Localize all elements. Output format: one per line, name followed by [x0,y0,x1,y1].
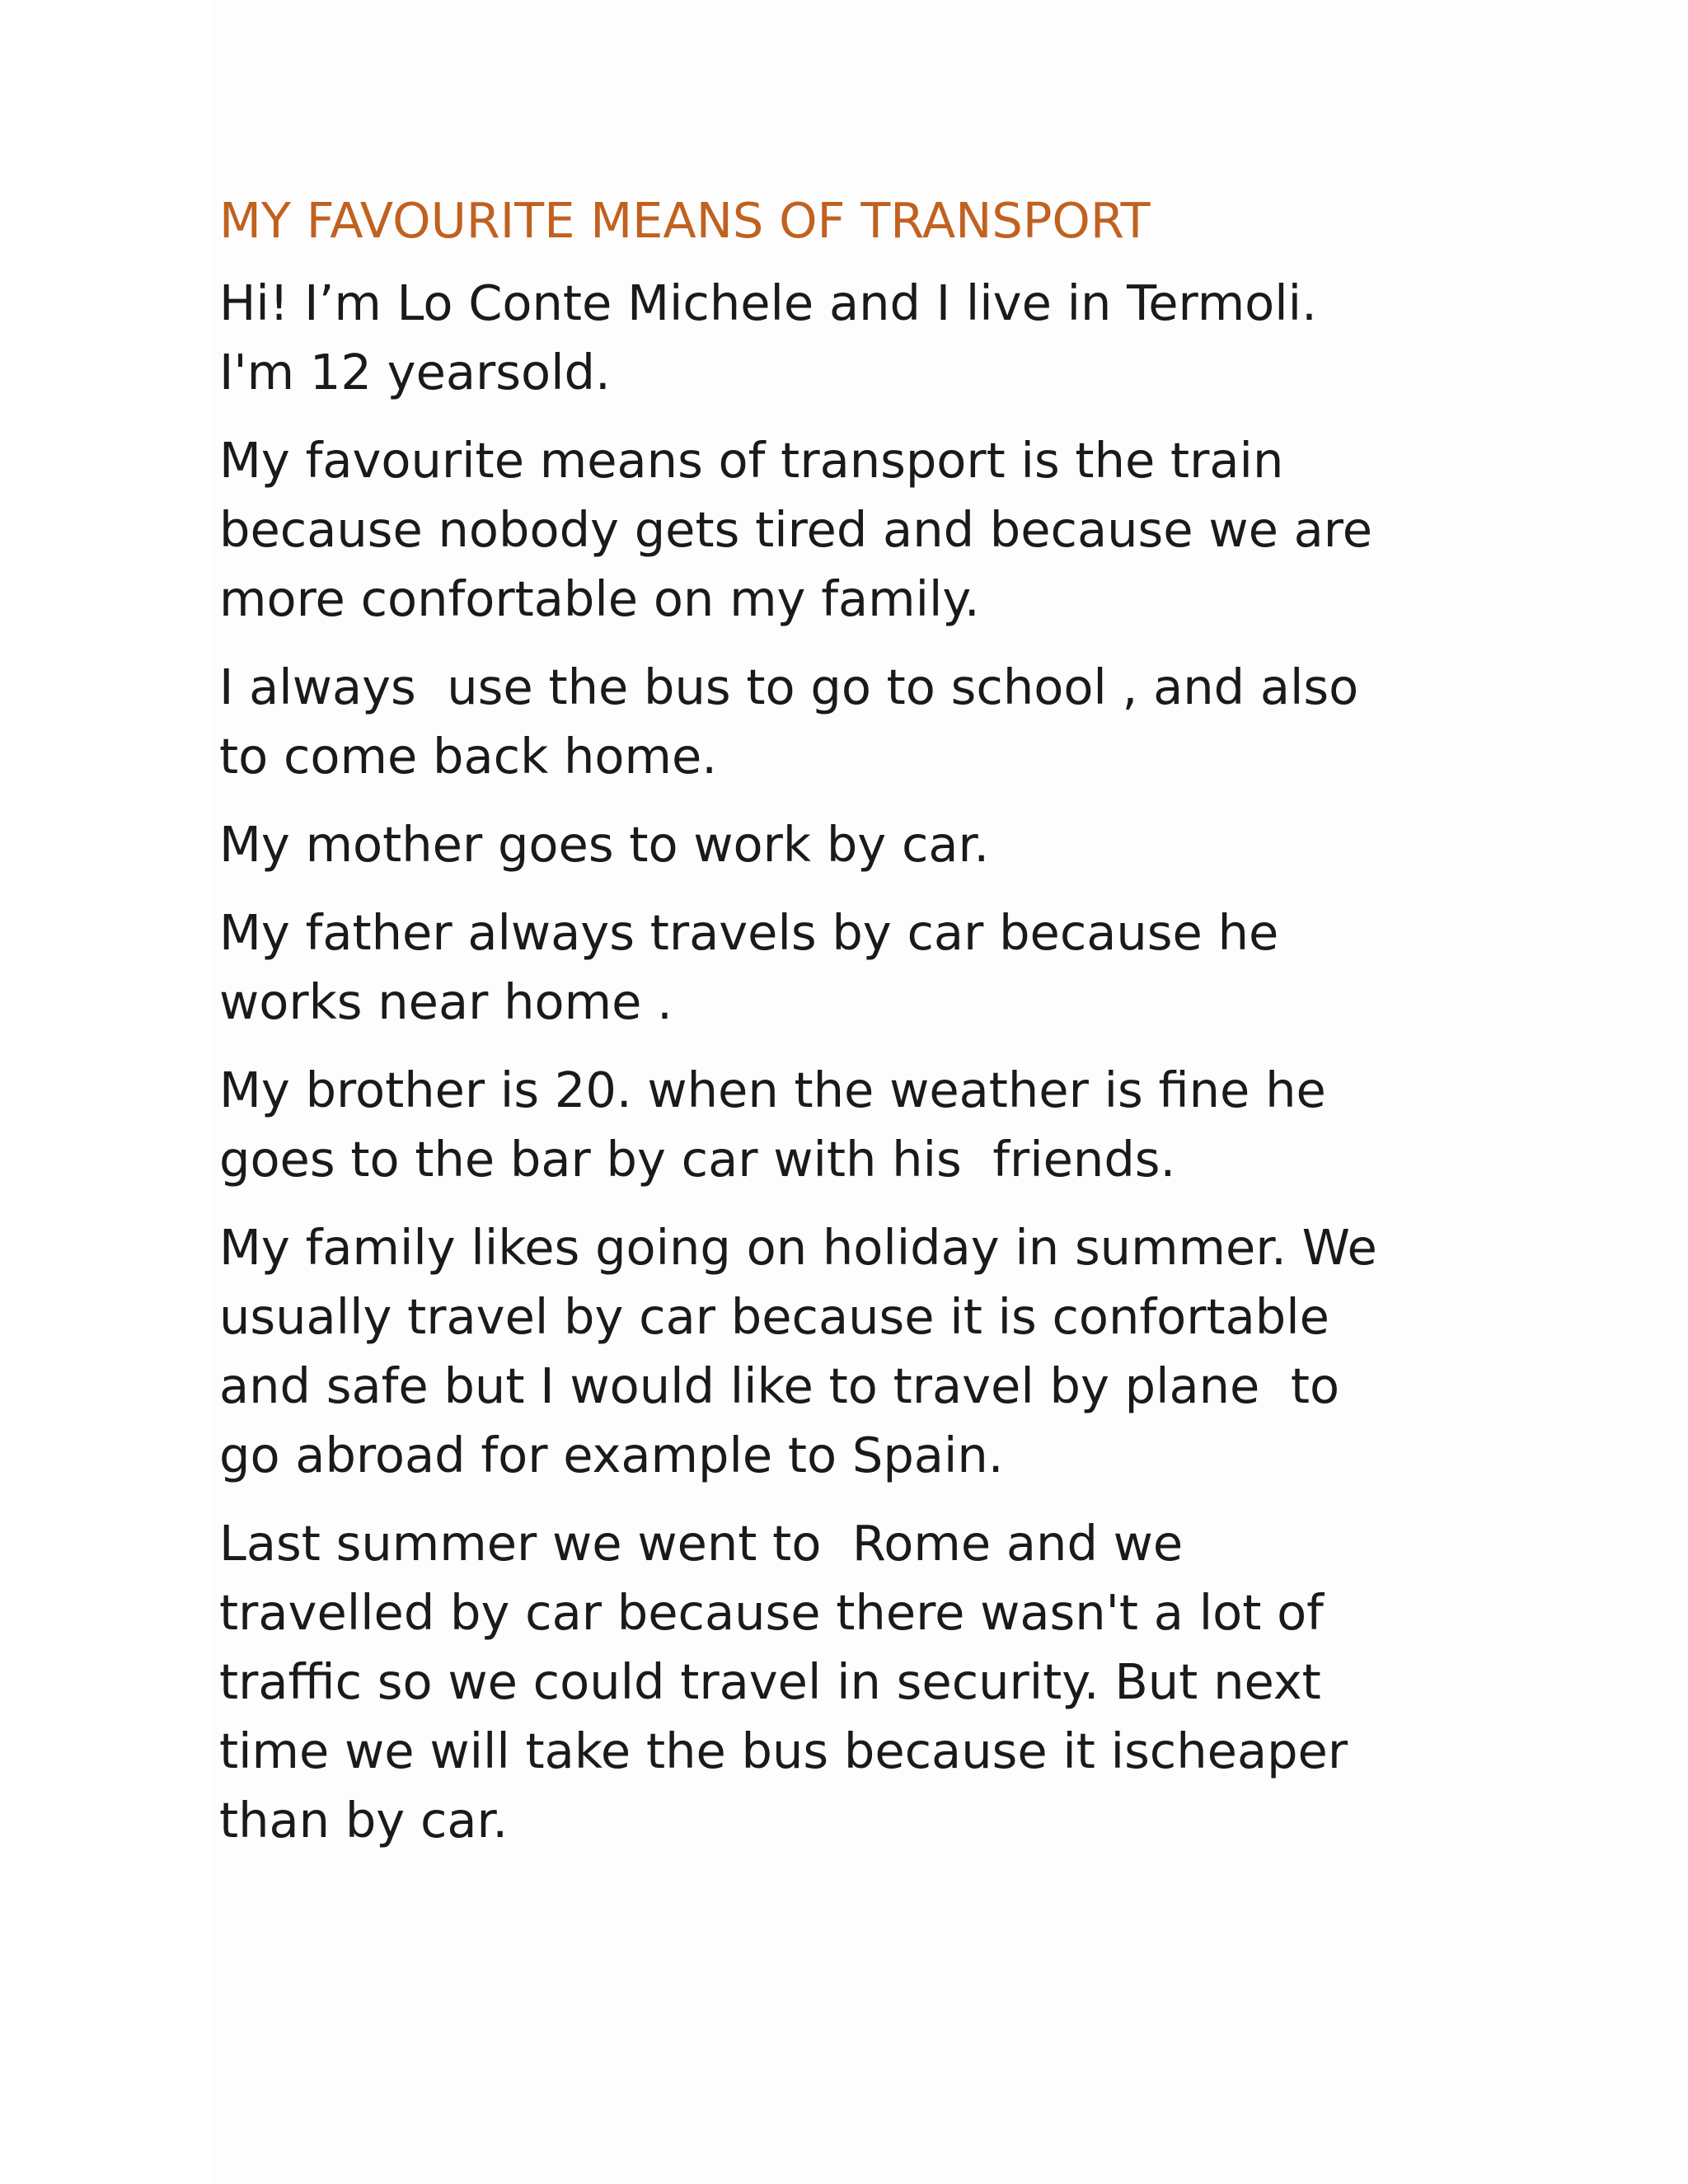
paragraph-school-bus: I always use the bus to go to school , and also to come back home. [219,658,1359,785]
document-title: MY FAVOURITE MEANS OF TRANSPORT [219,192,1151,249]
paragraph-mother: My mother goes to work by car. [219,816,990,873]
paragraph-last-summer: Last summer we went to Rome and we travelled by car because there wasn't a lot of traffic so we could travel in security. But next time we will take the bus because it ischeaper than by car. [219,1515,1348,1849]
paragraph-favourite-transport: My favourite means of transport is the train because nobody gets tired and because we are more confortable on my family. [219,432,1373,627]
paragraph-holiday: My family likes going on holiday in summer. We usually travel by car because it is confortable and safe but I would like to travel by plane to go abroad for example to Spain. [219,1219,1377,1483]
paragraph-intro: Hi! I’m Lo Conte Michele and I live in Termoli. I'm 12 yearsold. [219,274,1317,401]
paragraph-father: My father always travels by car because he works near home . [219,904,1279,1030]
document-body [219,186,1505,1874]
paragraph-brother: My brother is 20. when the weather is fine he goes to the bar by car with his friends. [219,1062,1326,1188]
